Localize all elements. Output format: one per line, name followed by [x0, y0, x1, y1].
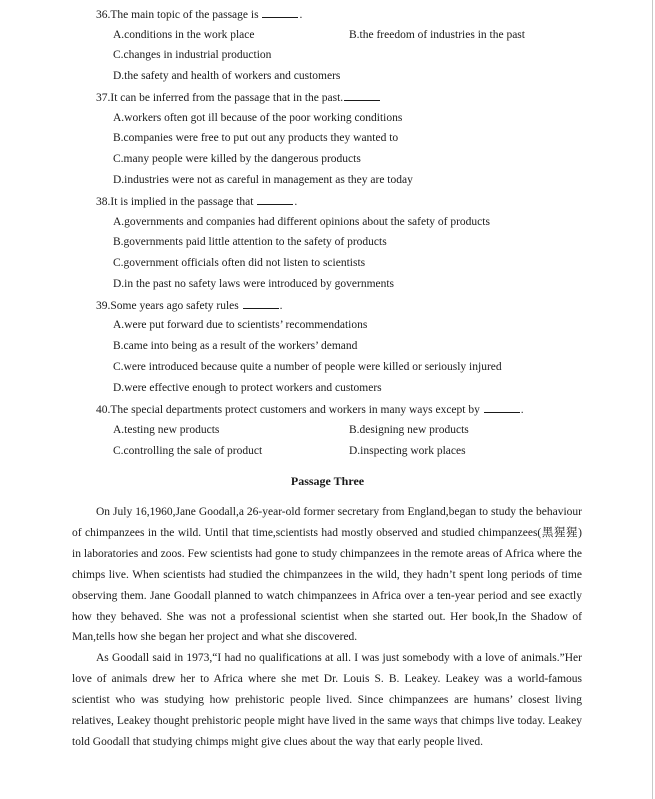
option: A.workers often got ill because of the poor working conditions — [113, 112, 403, 124]
option: C.many people were killed by the dangerous products — [113, 153, 361, 165]
option: C.controlling the sale of product — [113, 445, 263, 457]
question-stem: 38.It is implied in the passage that — [96, 196, 254, 208]
answer-blank — [262, 7, 298, 18]
question-end: . — [520, 404, 524, 416]
option: B.came into being as a result of the workers’ demand — [113, 340, 358, 352]
option: A.conditions in the work place — [113, 29, 255, 41]
question-stem: 39.Some years ago safety rules — [96, 300, 239, 312]
question-stem: 36.The main topic of the passage is — [96, 9, 259, 21]
answer-blank — [243, 298, 279, 309]
option: C.government officials often did not listen to scientists — [113, 257, 366, 269]
question-39 — [96, 298, 283, 313]
question-40 — [96, 402, 524, 417]
option: D.in the past no safety laws were introduced by governments — [113, 278, 395, 290]
question-38 — [96, 194, 297, 209]
paragraph: On July 16,1960,Jane Goodall,a 26-year-old former secretary from England,began to study the behaviour of chimpanzees in the wild. Until that time,scientists had mostly observed and studied chimpanzees(黑猩猩) in laboratories and zoos. Few scientists had gone to study chimpanzees in the remote areas of Africa where the chimps live. When scientists had studied the chimpanzees in the wild, they hadn’t spent long periods of time observing them. Jane Goodall planned to watch chimpanzees in Africa over a ten-year period and see exactly how they behaved. She was not a professional scientist when she started out. Her book,In the Shadow of Man,tells how she began her project and what she discovered. — [72, 506, 582, 644]
option: C.changes in industrial production — [113, 49, 272, 61]
option: B.companies were free to put out any products they wanted to — [113, 132, 399, 144]
question-end: . — [299, 9, 303, 21]
question-end: . — [294, 196, 298, 208]
option: A.governments and companies had different opinions about the safety of products — [113, 216, 490, 228]
page-border — [652, 0, 653, 799]
question-36 — [96, 7, 302, 22]
answer-blank — [257, 194, 293, 205]
option: A.testing new products — [113, 424, 220, 436]
option: D.the safety and health of workers and customers — [113, 70, 341, 82]
option: B.governments paid little attention to the safety of products — [113, 236, 387, 248]
option: B.the freedom of industries in the past — [349, 29, 525, 41]
option: B.designing new products — [349, 424, 469, 436]
option: D.industries were not as careful in management as they are today — [113, 174, 413, 186]
answer-blank — [344, 90, 380, 101]
passage-body — [72, 502, 582, 753]
question-37 — [96, 90, 381, 105]
option: D.were effective enough to protect workers and customers — [113, 382, 382, 394]
option: C.were introduced because quite a number of people were killed or seriously injured — [113, 361, 502, 373]
question-stem: 40.The special departments protect customers and workers in many ways except by — [96, 404, 480, 416]
passage-title: Passage Three — [290, 474, 365, 488]
option: A.were put forward due to scientists’ recommendations — [113, 319, 368, 331]
option: D.inspecting work places — [349, 445, 466, 457]
answer-blank — [484, 402, 520, 413]
paragraph: As Goodall said in 1973,“I had no qualifications at all. I was just somebody with a love of animals.”Her love of animals drew her to Africa where she met Dr. Louis S. B. Leakey. Leakey was a world-famous scientist who was studying how prehistoric people lived. Since chimpanzees are humans’ closest living relatives, Leakey thought prehistoric people might have lived in the same ways that chimps live today. Leakey told Goodall that studying chimps might give clues about the way that early people lived. — [72, 652, 582, 748]
question-end: . — [279, 300, 283, 312]
question-stem: 37.It can be inferred from the passage that in the past. — [96, 92, 344, 104]
